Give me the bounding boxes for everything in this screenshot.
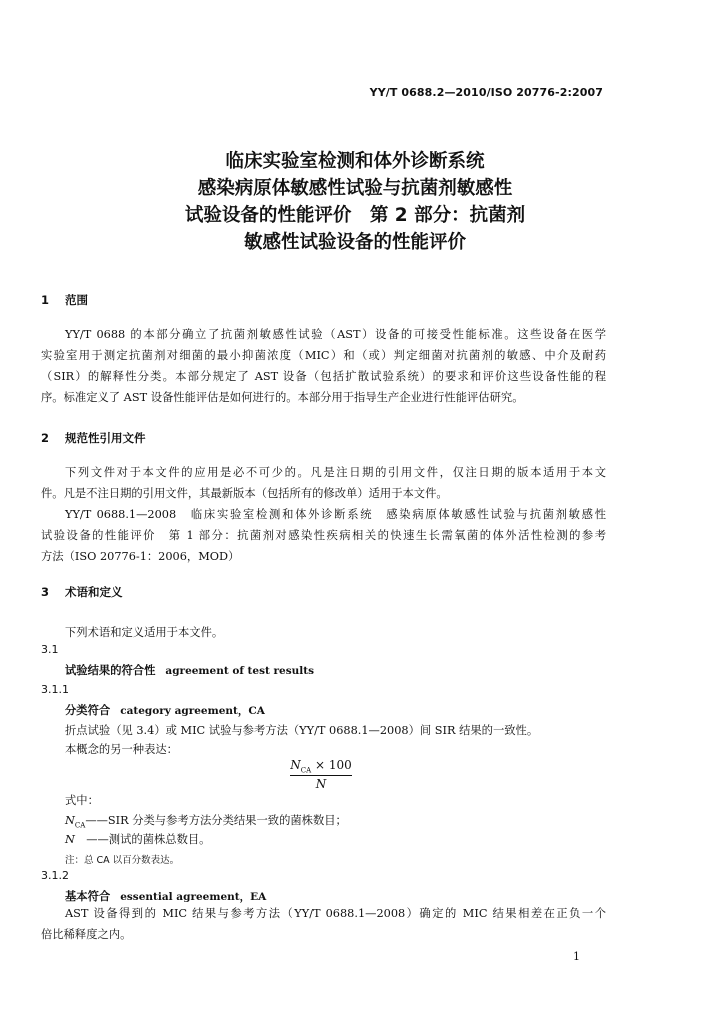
section-heading-normative-references [41,430,146,446]
section-heading-scope [41,292,88,308]
paragraph-line: 方法（ISO 20776-1：2006，MOD） [41,550,240,563]
term-definition: 折点试验（见 3.4）或 MIC 试验与参考方法（YY/T 0688.1—2008）间 SIR 结果的一致性。 [65,724,539,737]
paragraph-line: YY/T 0688 的本部分确立了抗菌剂敏感性试验（AST）设备的可接受性能标准。这些设备在医学 [65,328,606,341]
section-title: 规范性引用文件 [65,431,146,445]
section-heading-terms [41,584,123,600]
paragraph-line: YY/T 0688.1—2008 临床实验室检测和体外诊断系统 感染病原体敏感性试验与抗菌剂敏感性 [65,508,606,521]
variable-definition [65,812,347,829]
term-zh: 基本符合 [65,890,111,903]
section-number: 1 [41,293,50,307]
title-line: 临床实验室检测和体外诊断系统 [225,151,485,172]
variable-definition [65,831,210,847]
document-title [60,148,650,256]
term-heading [65,662,314,678]
variable-symbol: N [65,833,75,846]
term-en: essential agreement，EA [120,891,267,903]
page-number: 1 [573,950,580,963]
term-zh: 试验结果的符合性 [65,664,156,677]
variable-description: ——SIR 分类与参考方法分类结果一致的菌株数目； [85,814,347,827]
title-line: 试验设备的性能评价 第 2 部分：抗菌剂 [184,205,526,226]
terms-intro: 下列术语和定义适用于本文件。 [65,626,224,639]
formula-subscript: CA [300,766,312,775]
formula-variable: N [290,758,301,772]
paragraph-line: （SIR）的解释性分类。本部分规定了 AST 设备（包括扩散试验系统）的要求和评价这些设备性能的程 [41,370,606,383]
where-label: 式中： [65,794,99,807]
section-number: 2 [41,431,50,445]
section-title: 术语和定义 [65,585,123,599]
title-line: 敏感性试验设备的性能评价 [243,232,466,253]
paragraph-line: 序。标准定义了 AST 设备性能评估是如何进行的。本部分用于指导生产企业进行性能评估研究。 [41,391,524,404]
term-en: category agreement，CA [120,705,265,717]
note: 注：总 CA 以百分数表达。 [65,855,180,866]
standard-id-header: YY/T 0688.2—2010/ISO 20776-2:2007 [369,86,603,99]
clause-number: 3.1.1 [41,683,69,696]
title-line: 感染病原体敏感性试验与抗菌剂敏感性 [197,178,513,199]
paragraph-line: 件。凡是不注日期的引用文件，其最新版本（包括所有的修改单）适用于本文件。 [41,487,448,500]
section-title: 范围 [65,293,88,307]
paragraph-line: 下列文件对于本文件的应用是必不可少的。凡是注日期的引用文件，仅注日期的版本适用于本文 [65,466,606,479]
term-definition-paragraph [41,903,606,945]
formula-denominator: N [315,777,327,792]
term-heading [65,888,266,904]
section-number: 3 [41,585,50,599]
term-en: agreement of test results [165,665,314,677]
term-zh: 分类符合 [65,704,111,717]
ca-formula [290,758,352,791]
clause-number: 3.1 [41,643,59,656]
paragraph-line: AST 设备得到的 MIC 结果与参考方法（YY/T 0688.1—2008）确定的 MIC 结果相差在正负一个 [65,907,606,920]
paragraph-line: 倍比稀释度之内。 [41,928,132,941]
clause-number: 3.1.2 [41,869,69,882]
paragraph-line: 实验室用于测定抗菌剂对细菌的最小抑菌浓度（MIC）和（或）判定细菌对抗菌剂的敏感、中介及耐药 [41,349,606,362]
formula-multiplier: × 100 [311,758,352,772]
variable-description: ——测试的菌株总数目。 [74,833,211,846]
section-scope-paragraph [41,324,606,408]
variable-subscript: CA [74,821,86,830]
alternative-expression-label: 本概念的另一种表达： [65,743,178,756]
term-heading [65,702,265,718]
paragraph-line: 试验设备的性能评价 第 1 部分：抗菌剂对感染性疾病相关的快速生长需氧菌的体外活性检测的参考 [41,529,606,542]
variable-symbol: N [65,814,75,827]
normative-references-paragraph [41,462,606,567]
formula-numerator [290,758,352,776]
